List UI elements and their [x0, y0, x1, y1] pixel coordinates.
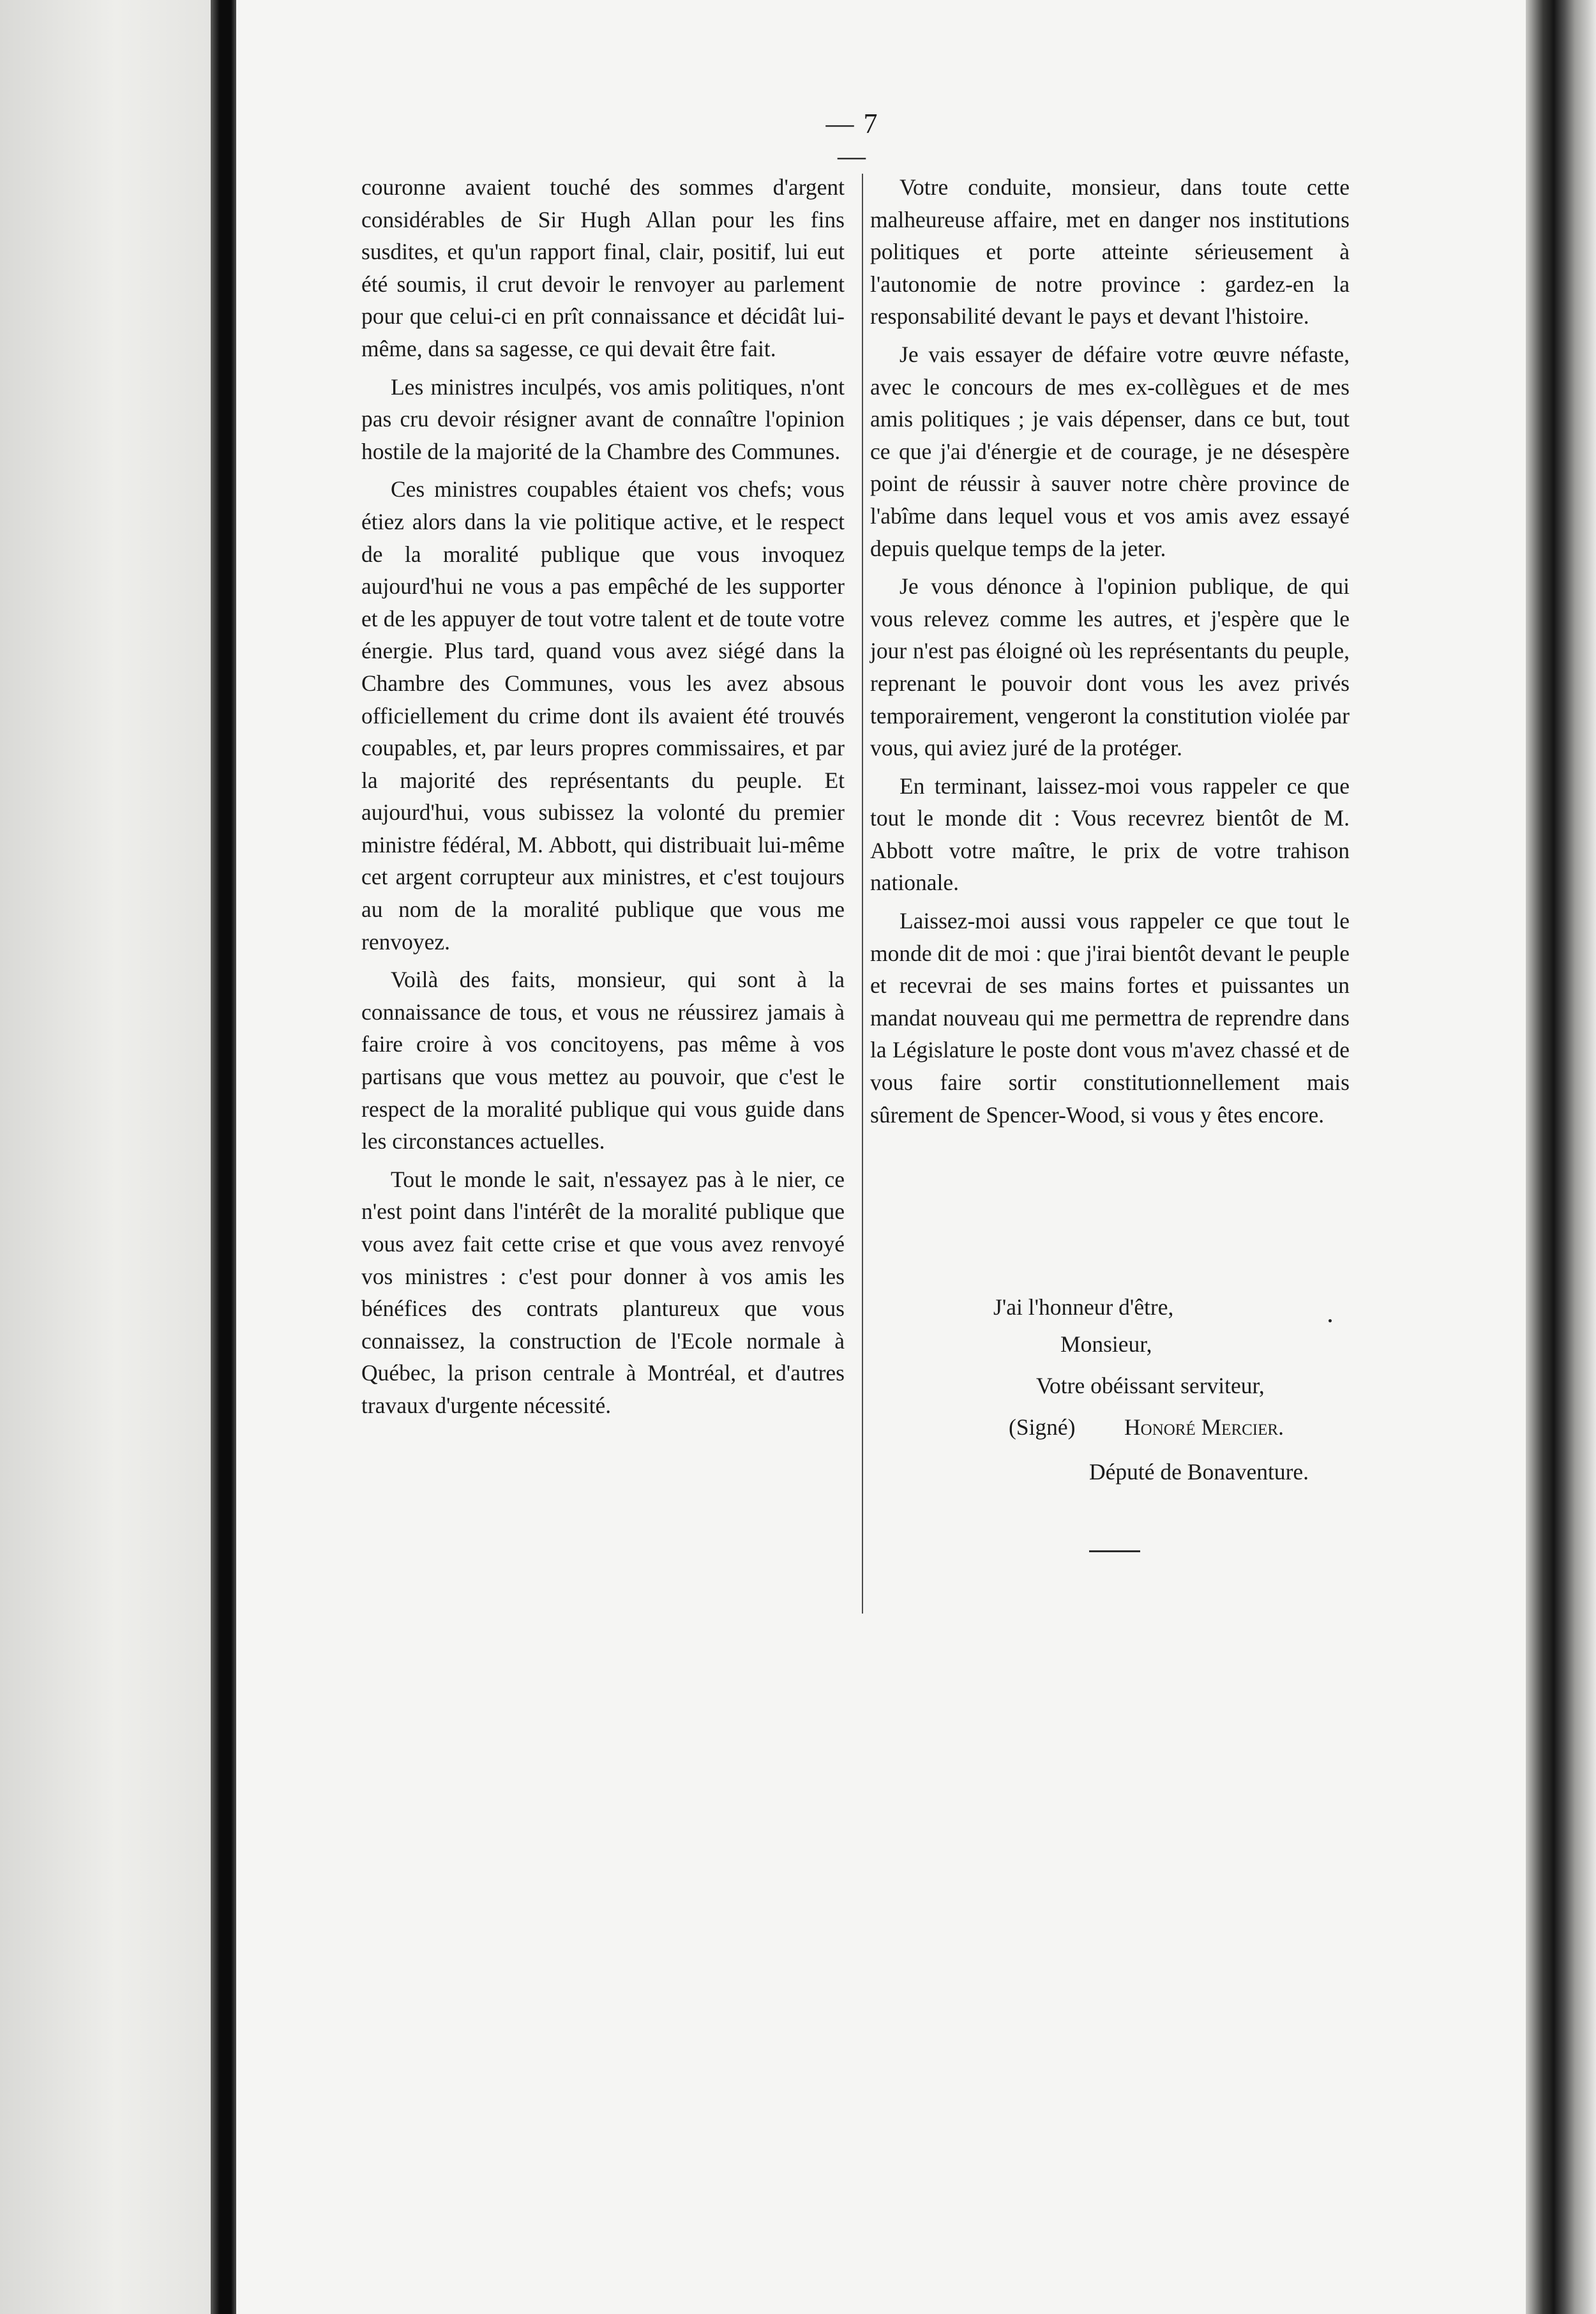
- closing-rule: [1089, 1550, 1140, 1552]
- ink-speck: [1329, 1319, 1332, 1322]
- paragraph: Ces ministres coupables étaient vos chefs; vous étiez alors dans la vie politique active, et le respect de la moralité publique que vous invoquez aujourd'hui ne vous a pas empêché de les supporter et de les appuyer de tout votre talent et de toute votre énergie. Plus tard, quand vous avez siégé dans la Chambre des Communes, vous les avez absous officiellement du crime dont ils avaient été trouvés coupables, et, par leurs propres commissaires, et par la majorité des représentants du peuple. Et aujourd'hui, vous subissez la volonté du premier ministre fédéral, M. Abbott, qui distribuait lui-même cet argent corrupteur aux ministres, et c'est toujours au nom de la moralité publique que vous me renvoyez.: [361, 476, 845, 955]
- facing-page: [0, 0, 211, 2314]
- binding-gutter: [211, 0, 236, 2314]
- page-edge: [1526, 0, 1596, 2314]
- signatory-name: Honoré Mercier.: [1124, 1414, 1284, 1440]
- closing-address: Monsieur,: [1060, 1331, 1152, 1357]
- paragraph: Les ministres inculpés, vos amis politiques, n'ont pas cru devoir résigner avant de connaître l'opinion hostile de la majorité de la Chambre des Communes.: [361, 374, 845, 464]
- signed-note: (Signé): [1009, 1414, 1076, 1440]
- left-column: [361, 171, 845, 1422]
- paragraph: Laissez-moi aussi vous rappeler ce que tout le monde dit de moi : que j'irai bientôt devant le peuple et recevrai de ses mains fortes et puissantes un mandat nouveau qui me permettra de reprendre dans la Législature le poste dont vous m'avez chassé et de vous faire sortir constitutionnellement mais sûrement de Spencer-Wood, si vous y êtes encore.: [870, 908, 1350, 1128]
- paragraph: Je vous dénonce à l'opinion publique, de qui vous relevez comme les autres, et j'espère que le jour n'est pas éloigné où les représentants du peuple, reprenant le pouvoir dont vous les avez privés temporairement, vengeront la constitution violée par vous, qui aviez juré de la protéger.: [870, 573, 1350, 761]
- paragraph: Voilà des faits, monsieur, qui sont à la connaissance de tous, et vous ne réussirez jamais à faire croire à vos concitoyens, pas même à vos partisans que vous mettez au pouvoir, que c'est le respect de la moralité publique qui vous guide dans les circonstances actuelles.: [361, 967, 845, 1154]
- right-column: [870, 171, 1350, 1131]
- paragraph: couronne avaient touché des sommes d'argent considérables de Sir Hugh Allan pour les fins susdites, et qu'un rapport final, clair, positif, lui eut été soumis, il crut devoir le renvoyer au parlement pour que celui-ci en prît connaissance et décidât lui-même, dans sa sagesse, ce qui devait être fait.: [361, 174, 845, 361]
- paragraph: En terminant, laissez-moi vous rappeler ce que tout le monde dit : Vous recevrez bientôt de M. Abbott votre maître, le prix de votre trahison nationale.: [870, 773, 1350, 896]
- page-number: — 7 —: [825, 108, 879, 172]
- column-divider: [862, 174, 863, 1614]
- paragraph: Tout le monde le sait, n'essayez pas à le nier, ce n'est point dans l'intérêt de la moralité publique que vous avez fait cette crise et que vous avez renvoyé vos ministres : c'est pour donner à vos amis les bénéfices des contrats plantureux que vous connaissez, la construction de l'Ecole normale à Québec, la prison centrale à Montréal, et d'autres travaux d'urgente nécessité.: [361, 1166, 845, 1418]
- paragraph: Je vais essayer de défaire votre œuvre néfaste, avec le concours de mes ex-collègues et de mes amis politiques ; je vais dépenser, dans ce but, tout ce que j'ai d'énergie et de courage, je ne désespère point de réussir à sauver notre chère province de l'abîme dans lequel vous et vos amis avez essayé depuis quelque temps de la jeter.: [870, 341, 1350, 561]
- closing-salutation: J'ai l'honneur d'être,: [993, 1294, 1174, 1320]
- paragraph: Votre conduite, monsieur, dans toute cette malheureuse affaire, met en danger nos institutions politiques et porte atteinte sérieusement à l'autonomie de notre province : gardez-en la responsabilité devant le pays et devant l'histoire.: [870, 174, 1350, 329]
- signatory-title: Député de Bonaventure.: [1089, 1459, 1309, 1485]
- closing-servant: Votre obéissant serviteur,: [1036, 1373, 1265, 1398]
